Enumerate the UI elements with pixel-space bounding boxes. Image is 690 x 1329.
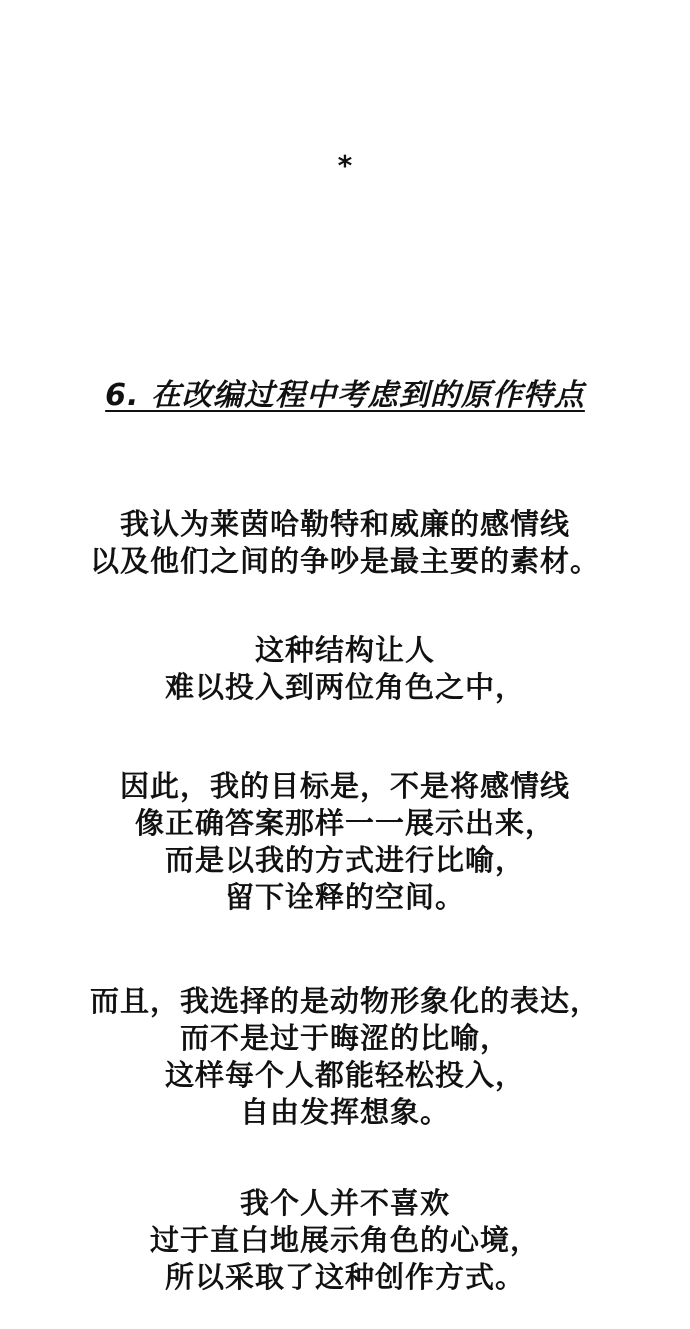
- paragraph-line: 难以投入到两位角色之中，: [164, 670, 525, 704]
- paragraph-line: 而是以我的方式进行比喻，: [164, 843, 525, 877]
- paragraph-line: 这种结构让人: [254, 633, 435, 667]
- paragraph-line: 因此，我的目标是，不是将感情线: [119, 769, 570, 803]
- paragraph-line: 而且，我选择的是动物形象化的表达，: [89, 984, 600, 1018]
- paragraph-line: 而不是过于晦涩的比喻，: [179, 1021, 510, 1055]
- paragraph-line: 所以采取了这种创作方式。: [164, 1260, 525, 1294]
- paragraph-2: [0, 632, 690, 706]
- section-heading-text: 6. 在改编过程中考虑到的原作特点: [105, 378, 585, 413]
- paragraph-line: 这样每个人都能轻松投入，: [164, 1058, 525, 1092]
- paragraph-line: 自由发挥想象。: [239, 1095, 450, 1129]
- paragraph-line: 我个人并不喜欢: [239, 1186, 450, 1220]
- paragraph-line: 像正确答案那样一一展示出来，: [134, 806, 555, 840]
- paragraph-line: 以及他们之间的争吵是最主要的素材。: [89, 544, 600, 578]
- paragraph-1: [0, 506, 690, 580]
- paragraph-line: 留下诠释的空间。: [224, 880, 465, 914]
- section-heading: [0, 374, 690, 418]
- paragraph-4: [0, 983, 690, 1131]
- paragraph-line: 过于直白地展示角色的心境，: [149, 1223, 540, 1257]
- section-divider-asterisk: *: [337, 149, 353, 182]
- paragraph-3: [0, 768, 690, 916]
- paragraph-line: 我认为莱茵哈勒特和威廉的感情线: [119, 507, 570, 541]
- paragraph-5: [0, 1185, 690, 1296]
